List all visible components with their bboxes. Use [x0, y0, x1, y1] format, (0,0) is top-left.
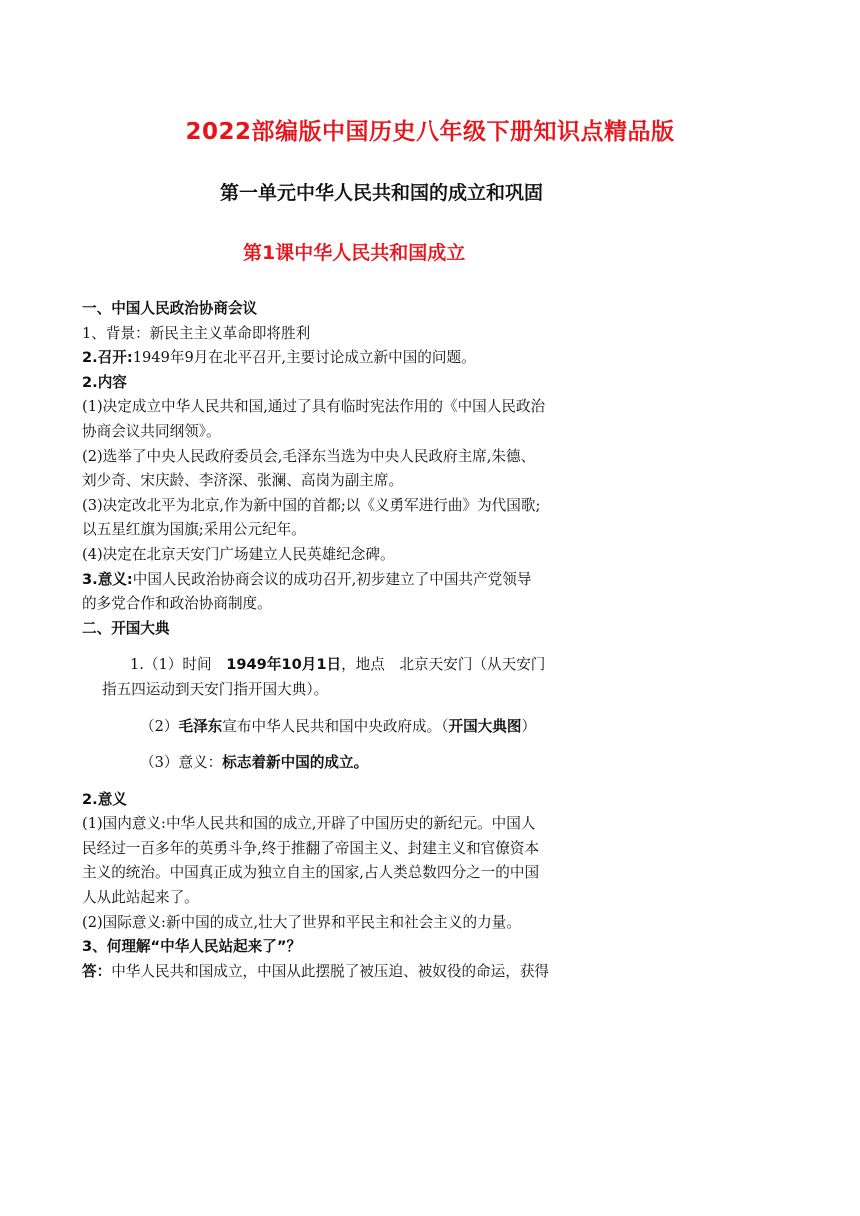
domestic-significance-line-3: 主义的统治。中国真正成为独立自主的国家,占人类总数四分之一的中国	[82, 864, 540, 882]
domestic-significance-line-4: 人从此站起来了。	[82, 889, 199, 907]
point-3-meaning: 标志着新中国的成立。	[222, 754, 369, 772]
content-item-2-line-1: (2)选举了中央人民政府委员会,毛泽东当选为中央人民政府主席,朱德、	[82, 447, 536, 465]
point-2-text: 宣布中华人民共和国中央政府成。（	[222, 717, 449, 735]
section-heading-founding-ceremony: 二、开国大典	[82, 619, 170, 637]
paragraph-convene	[82, 346, 637, 371]
content-item-2-line-2: 刘少奇、宋庆龄、李济深、张澜、高岗为副主席。	[82, 472, 404, 490]
ceremony-date: 1949年10月1日	[226, 656, 342, 674]
ceremony-point-1-line-1	[82, 653, 637, 678]
content-item-4: (4)决定在北京天安门广场建立人民英雄纪念碑。	[82, 545, 395, 563]
content-item-1-line-2: 协商会议共同纲领》。	[82, 422, 221, 440]
point-2-prefix: （2）	[140, 717, 179, 735]
lesson-title: 第1课中华人民共和国成立	[243, 242, 466, 264]
significance-line-2: 的多党合作和政治协商制度。	[82, 595, 272, 613]
picture-reference: 开国大典图	[448, 717, 522, 735]
leader-name: 毛泽东	[178, 717, 223, 735]
answer-label: 答：	[82, 962, 112, 980]
content-item-3-line-1: (3)决定改北平为北京,作为新中国的首都;以《义勇军进行曲》为代国歌;	[82, 496, 541, 514]
significance-label: 3.意义:	[82, 570, 133, 588]
subheading-significance: 2.意义	[82, 790, 127, 808]
paragraph-background: 1、背景：新民主主义革命即将胜利	[82, 324, 311, 342]
spacer	[82, 641, 637, 653]
document-title: 2022部编版中国历史八年级下册知识点精品版	[185, 119, 675, 145]
point-2-close: ）	[521, 717, 537, 735]
ceremony-point-3	[82, 751, 637, 776]
answer-line-1	[82, 960, 637, 985]
ceremony-point-1-line-2: 指五四运动到天安门指开国大典）。	[102, 680, 329, 698]
ceremony-point-2	[82, 715, 637, 740]
spacer	[82, 703, 637, 715]
subheading-content: 2.内容	[82, 373, 127, 391]
point-3-prefix: （3）意义：	[140, 754, 223, 772]
convene-text: 1949年9月在北平召开,主要讨论成立新中国的问题。	[132, 349, 476, 367]
section-heading-cppcc: 一、中国人民政治协商会议	[82, 300, 258, 317]
answer-text: 中华人民共和国成立，中国从此摆脱了被压迫、被奴役的命运，获得	[111, 962, 550, 980]
document-body	[82, 297, 637, 984]
content-item-1-line-1: (1)决定成立中华人民共和国,通过了具有临时宪法作用的《中国人民政治	[82, 398, 546, 416]
ceremony-place: ，地点 北京天安门（从天安门	[341, 656, 546, 674]
international-significance: (2)国际意义:新中国的成立,壮大了世界和平民主和社会主义的力量。	[82, 913, 521, 931]
spacer	[82, 776, 637, 788]
significance-line-1	[82, 568, 637, 593]
significance-text: 中国人民政治协商会议的成功召开,初步建立了中国共产党领导	[132, 570, 532, 588]
unit-title: 第一单元中华人民共和国的成立和巩固	[220, 182, 544, 204]
domestic-significance-line-1: (1)国内意义:中华人民共和国的成立,开辟了中国历史的新纪元。中国人	[82, 815, 536, 833]
spacer	[82, 739, 637, 751]
domestic-significance-line-2: 民经过一百多年的英勇斗争,终于推翻了帝国主义、封建主义和官僚资本	[82, 839, 540, 857]
convene-label: 2.召开:	[82, 349, 133, 367]
content-item-3-line-2: 以五星红旗为国旗;采用公元纪年。	[82, 521, 306, 539]
ceremony-time-label: 1.（1）时间	[130, 656, 212, 674]
question-heading: 3、何理解“中华人民站起来了”？	[82, 938, 302, 956]
